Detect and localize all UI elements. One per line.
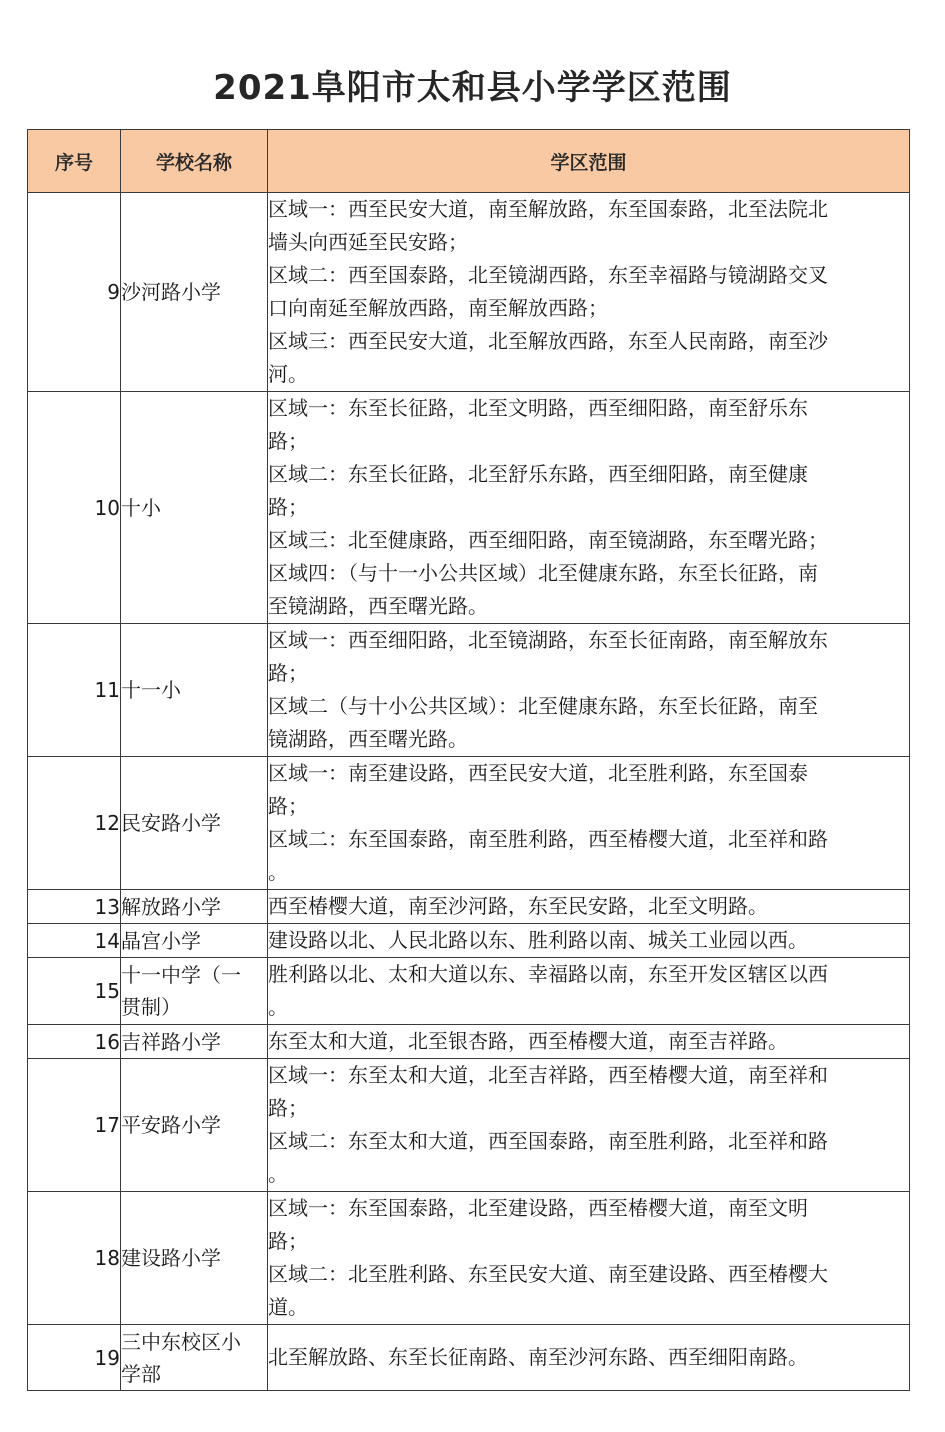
district-range-line: 西至椿樱大道，南至沙河路，东至民安路，北至文明路。: [268, 894, 768, 918]
school-name-cell: [121, 193, 268, 392]
table-body: [28, 193, 910, 1391]
district-range-line: 区域二：东至太和大道，西至国泰路，南至胜利路，北至祥和路: [268, 1129, 828, 1153]
district-range-line: 路；: [268, 1096, 308, 1120]
district-range-line: 区域三：西至民安大道，北至解放西路，东至人民南路，南至沙: [268, 329, 828, 353]
serial-number-cell: 13: [28, 890, 121, 924]
district-range-cell: [268, 1192, 910, 1325]
school-name-text: 晶宫小学: [121, 928, 201, 953]
school-name-cell: [121, 1025, 268, 1059]
district-range-line: 。: [268, 995, 288, 1019]
district-range-line: 区域二（与十小公共区域）：北至健康东路，东至长征路，南至: [268, 694, 818, 718]
serial-number-cell: 14: [28, 924, 121, 958]
district-range-line: 区域一：西至民安大道，南至解放路，东至国泰路，北至法院北: [268, 197, 828, 221]
district-range-cell: [268, 624, 910, 757]
school-name-text: 十小: [121, 495, 161, 520]
district-range-line: 至镜湖路，西至曙光路。: [268, 594, 488, 618]
district-range-line: 区域三：北至健康路，西至细阳路，南至镜湖路，东至曙光路；: [268, 528, 828, 552]
district-range-line: 路；: [268, 495, 308, 519]
school-name-cell: [121, 1192, 268, 1325]
table-row: [28, 1325, 910, 1391]
district-range-line: 区域一：西至细阳路，北至镜湖路，东至长征南路，南至解放东: [268, 628, 828, 652]
district-range-line: 路；: [268, 794, 308, 818]
district-range-cell: [268, 757, 910, 890]
district-range-line: 路；: [268, 429, 308, 453]
school-name-cell: [121, 1059, 268, 1192]
district-range-line: 路；: [268, 1229, 308, 1253]
school-name-text: 吉祥路小学: [121, 1029, 221, 1054]
serial-number-cell: 19: [28, 1325, 121, 1391]
district-range-line: 北至解放路、东至长征南路、南至沙河东路、西至细阳南路。: [268, 1345, 808, 1369]
table-row: [28, 958, 910, 1025]
table-row: [28, 890, 910, 924]
school-name-text: 建设路小学: [121, 1246, 221, 1270]
school-name-cell: [121, 757, 268, 890]
district-range-line: 区域一：东至太和大道，北至吉祥路，西至椿樱大道，南至祥和: [268, 1063, 828, 1087]
district-range-line: 口向南延至解放西路，南至解放西路；: [268, 296, 608, 320]
school-name-cell: [121, 924, 268, 958]
district-range-line: 区域二：北至胜利路、东至民安大道、南至建设路、西至椿樱大: [268, 1262, 828, 1286]
serial-number-cell: 11: [28, 624, 121, 757]
table-row: [28, 624, 910, 757]
district-range-line: 。: [268, 1162, 288, 1186]
district-range-line: 胜利路以北、太和大道以东、幸福路以南，东至开发区辖区以西: [268, 962, 828, 986]
page-title: 2021阜阳市太和县小学学区范围: [213, 68, 732, 108]
school-name-text: 解放路小学: [121, 894, 221, 919]
district-range-line: 区域一：东至长征路，北至文明路，西至细阳路，南至舒乐东: [268, 396, 808, 420]
district-range-line: 区域一：东至国泰路，北至建设路，西至椿樱大道，南至文明: [268, 1196, 808, 1220]
school-name-cell: [121, 1325, 268, 1391]
district-range-cell: [268, 193, 910, 392]
header-serial-number: 序号: [28, 130, 121, 193]
table-row: [28, 924, 910, 958]
table-row: [28, 1059, 910, 1192]
school-name-text: 十一小: [121, 678, 181, 702]
district-range-cell: [268, 1025, 910, 1059]
district-range-line: 区域一：南至建设路，西至民安大道，北至胜利路，东至国泰: [268, 761, 808, 785]
district-range-line: 东至太和大道，北至银杏路，西至椿樱大道，南至吉祥路。: [268, 1029, 788, 1053]
table-row: [28, 1025, 910, 1059]
serial-number-cell: 17: [28, 1059, 121, 1192]
school-name-text: 平安路小学: [121, 1113, 221, 1137]
district-range-line: 镜湖路，西至曙光路。: [268, 727, 468, 751]
table-row: [28, 1192, 910, 1325]
school-name-cell: [121, 958, 268, 1025]
school-name-text: 学部: [121, 1361, 161, 1386]
district-range-line: 区域二：东至长征路，北至舒乐东路，西至细阳路，南至健康: [268, 462, 808, 486]
serial-number-cell: 9: [28, 193, 121, 392]
school-name-cell: [121, 624, 268, 757]
district-range-line: 区域二：西至国泰路，北至镜湖西路，东至幸福路与镜湖路交叉: [268, 263, 828, 287]
header-school-name: 学校名称: [121, 130, 268, 193]
district-range-line: 道。: [268, 1295, 308, 1319]
school-name-cell: [121, 890, 268, 924]
header-district-range: 学区范围: [268, 130, 910, 193]
district-range-line: 河。: [268, 362, 308, 386]
serial-number-cell: 10: [28, 392, 121, 624]
district-range-line: 墙头向西延至民安路；: [268, 230, 468, 254]
district-range-line: 建设路以北、人民北路以东、胜利路以南、城关工业园以西。: [268, 928, 808, 952]
table-header-row: [28, 130, 910, 193]
serial-number-cell: 18: [28, 1192, 121, 1325]
school-name-text: 三中东校区小: [121, 1329, 241, 1354]
district-range-cell: [268, 890, 910, 924]
district-range-line: 。: [268, 860, 288, 884]
serial-number-cell: 15: [28, 958, 121, 1025]
serial-number-cell: 12: [28, 757, 121, 890]
table-row: [28, 392, 910, 624]
serial-number-cell: 16: [28, 1025, 121, 1059]
school-name-text: 十一中学（一: [121, 963, 241, 987]
table-row: [28, 757, 910, 890]
school-district-table: [27, 129, 910, 1391]
school-name-cell: [121, 392, 268, 624]
district-range-line: 区域二：东至国泰路，南至胜利路，西至椿樱大道，北至祥和路: [268, 827, 828, 851]
school-name-text: 民安路小学: [121, 811, 221, 835]
district-range-cell: [268, 1325, 910, 1391]
district-range-cell: [268, 1059, 910, 1192]
table-row: [28, 193, 910, 392]
school-name-text: 贯制）: [121, 995, 181, 1019]
school-name-text: 沙河路小学: [121, 280, 221, 304]
district-range-line: 区域四：（与十一小公共区域）北至健康东路，东至长征路，南: [268, 561, 818, 585]
district-range-cell: [268, 924, 910, 958]
district-range-line: 路；: [268, 661, 308, 685]
district-range-cell: [268, 392, 910, 624]
district-range-cell: [268, 958, 910, 1025]
